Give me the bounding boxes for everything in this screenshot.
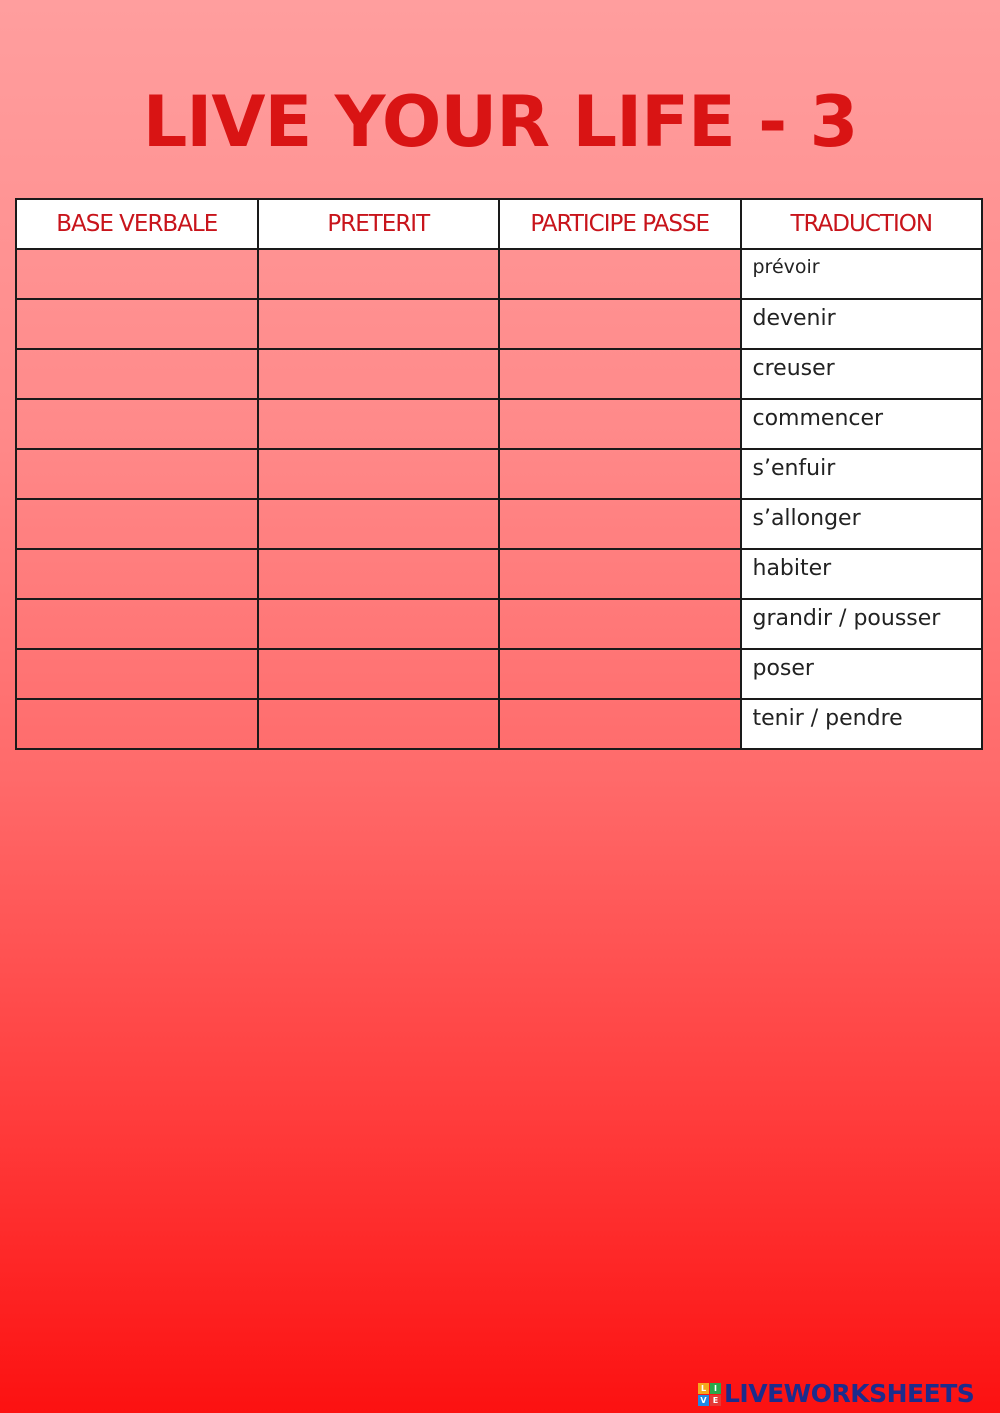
base-verbale-answer-cell[interactable]: [16, 349, 258, 399]
translation-cell: tenir / pendre: [741, 699, 983, 749]
preterit-answer-cell[interactable]: [258, 299, 500, 349]
translation-cell: creuser: [741, 349, 983, 399]
preterit-answer-cell[interactable]: [258, 599, 500, 649]
base-verbale-answer-cell[interactable]: [16, 699, 258, 749]
table-row: [16, 599, 982, 649]
table-row: [16, 349, 982, 399]
participe-passe-answer-cell[interactable]: [499, 299, 741, 349]
logo-tile: L: [698, 1383, 709, 1394]
table-row: [16, 249, 982, 299]
verb-table: [15, 198, 983, 750]
participe-passe-answer-cell[interactable]: [499, 599, 741, 649]
preterit-answer-cell[interactable]: [258, 699, 500, 749]
base-verbale-answer-cell[interactable]: [16, 399, 258, 449]
translation-cell: prévoir: [741, 249, 983, 299]
table-row: [16, 699, 982, 749]
table-row: [16, 449, 982, 499]
base-verbale-answer-cell[interactable]: [16, 649, 258, 699]
translation-cell: poser: [741, 649, 983, 699]
header-traduction: TRADUCTION: [741, 199, 983, 249]
participe-passe-answer-cell[interactable]: [499, 499, 741, 549]
translation-cell: commencer: [741, 399, 983, 449]
preterit-answer-cell[interactable]: [258, 349, 500, 399]
header-base-verbale: BASE VERBALE: [16, 199, 258, 249]
participe-passe-answer-cell[interactable]: [499, 649, 741, 699]
participe-passe-answer-cell[interactable]: [499, 399, 741, 449]
translation-cell: devenir: [741, 299, 983, 349]
table-header-row: [16, 199, 982, 249]
base-verbale-answer-cell[interactable]: [16, 499, 258, 549]
participe-passe-answer-cell[interactable]: [499, 249, 741, 299]
logo-tile: V: [698, 1395, 709, 1406]
table-row: [16, 549, 982, 599]
preterit-answer-cell[interactable]: [258, 449, 500, 499]
preterit-answer-cell[interactable]: [258, 649, 500, 699]
translation-cell: habiter: [741, 549, 983, 599]
liveworksheets-logo-icon: [698, 1383, 721, 1406]
preterit-answer-cell[interactable]: [258, 549, 500, 599]
preterit-answer-cell[interactable]: [258, 249, 500, 299]
preterit-answer-cell[interactable]: [258, 499, 500, 549]
participe-passe-answer-cell[interactable]: [499, 349, 741, 399]
translation-cell: s’enfuir: [741, 449, 983, 499]
base-verbale-answer-cell[interactable]: [16, 549, 258, 599]
translation-cell: grandir / pousser: [741, 599, 983, 649]
worksheet-title: LIVE YOUR LIFE - 3: [142, 80, 858, 163]
table-row: [16, 499, 982, 549]
brand-name: LIVEWORKSHEETS: [724, 1379, 975, 1408]
header-preterit: PRETERIT: [258, 199, 500, 249]
table-row: [16, 299, 982, 349]
preterit-answer-cell[interactable]: [258, 399, 500, 449]
participe-passe-answer-cell[interactable]: [499, 549, 741, 599]
base-verbale-answer-cell[interactable]: [16, 449, 258, 499]
header-participe-passe: PARTICIPE PASSE: [499, 199, 741, 249]
base-verbale-answer-cell[interactable]: [16, 249, 258, 299]
logo-tile: I: [710, 1383, 721, 1394]
table-row: [16, 399, 982, 449]
base-verbale-answer-cell[interactable]: [16, 299, 258, 349]
logo-tile: E: [710, 1395, 721, 1406]
liveworksheets-brand[interactable]: [698, 1379, 974, 1409]
base-verbale-answer-cell[interactable]: [16, 599, 258, 649]
table-row: [16, 649, 982, 699]
translation-cell: s’allonger: [741, 499, 983, 549]
participe-passe-answer-cell[interactable]: [499, 699, 741, 749]
participe-passe-answer-cell[interactable]: [499, 449, 741, 499]
